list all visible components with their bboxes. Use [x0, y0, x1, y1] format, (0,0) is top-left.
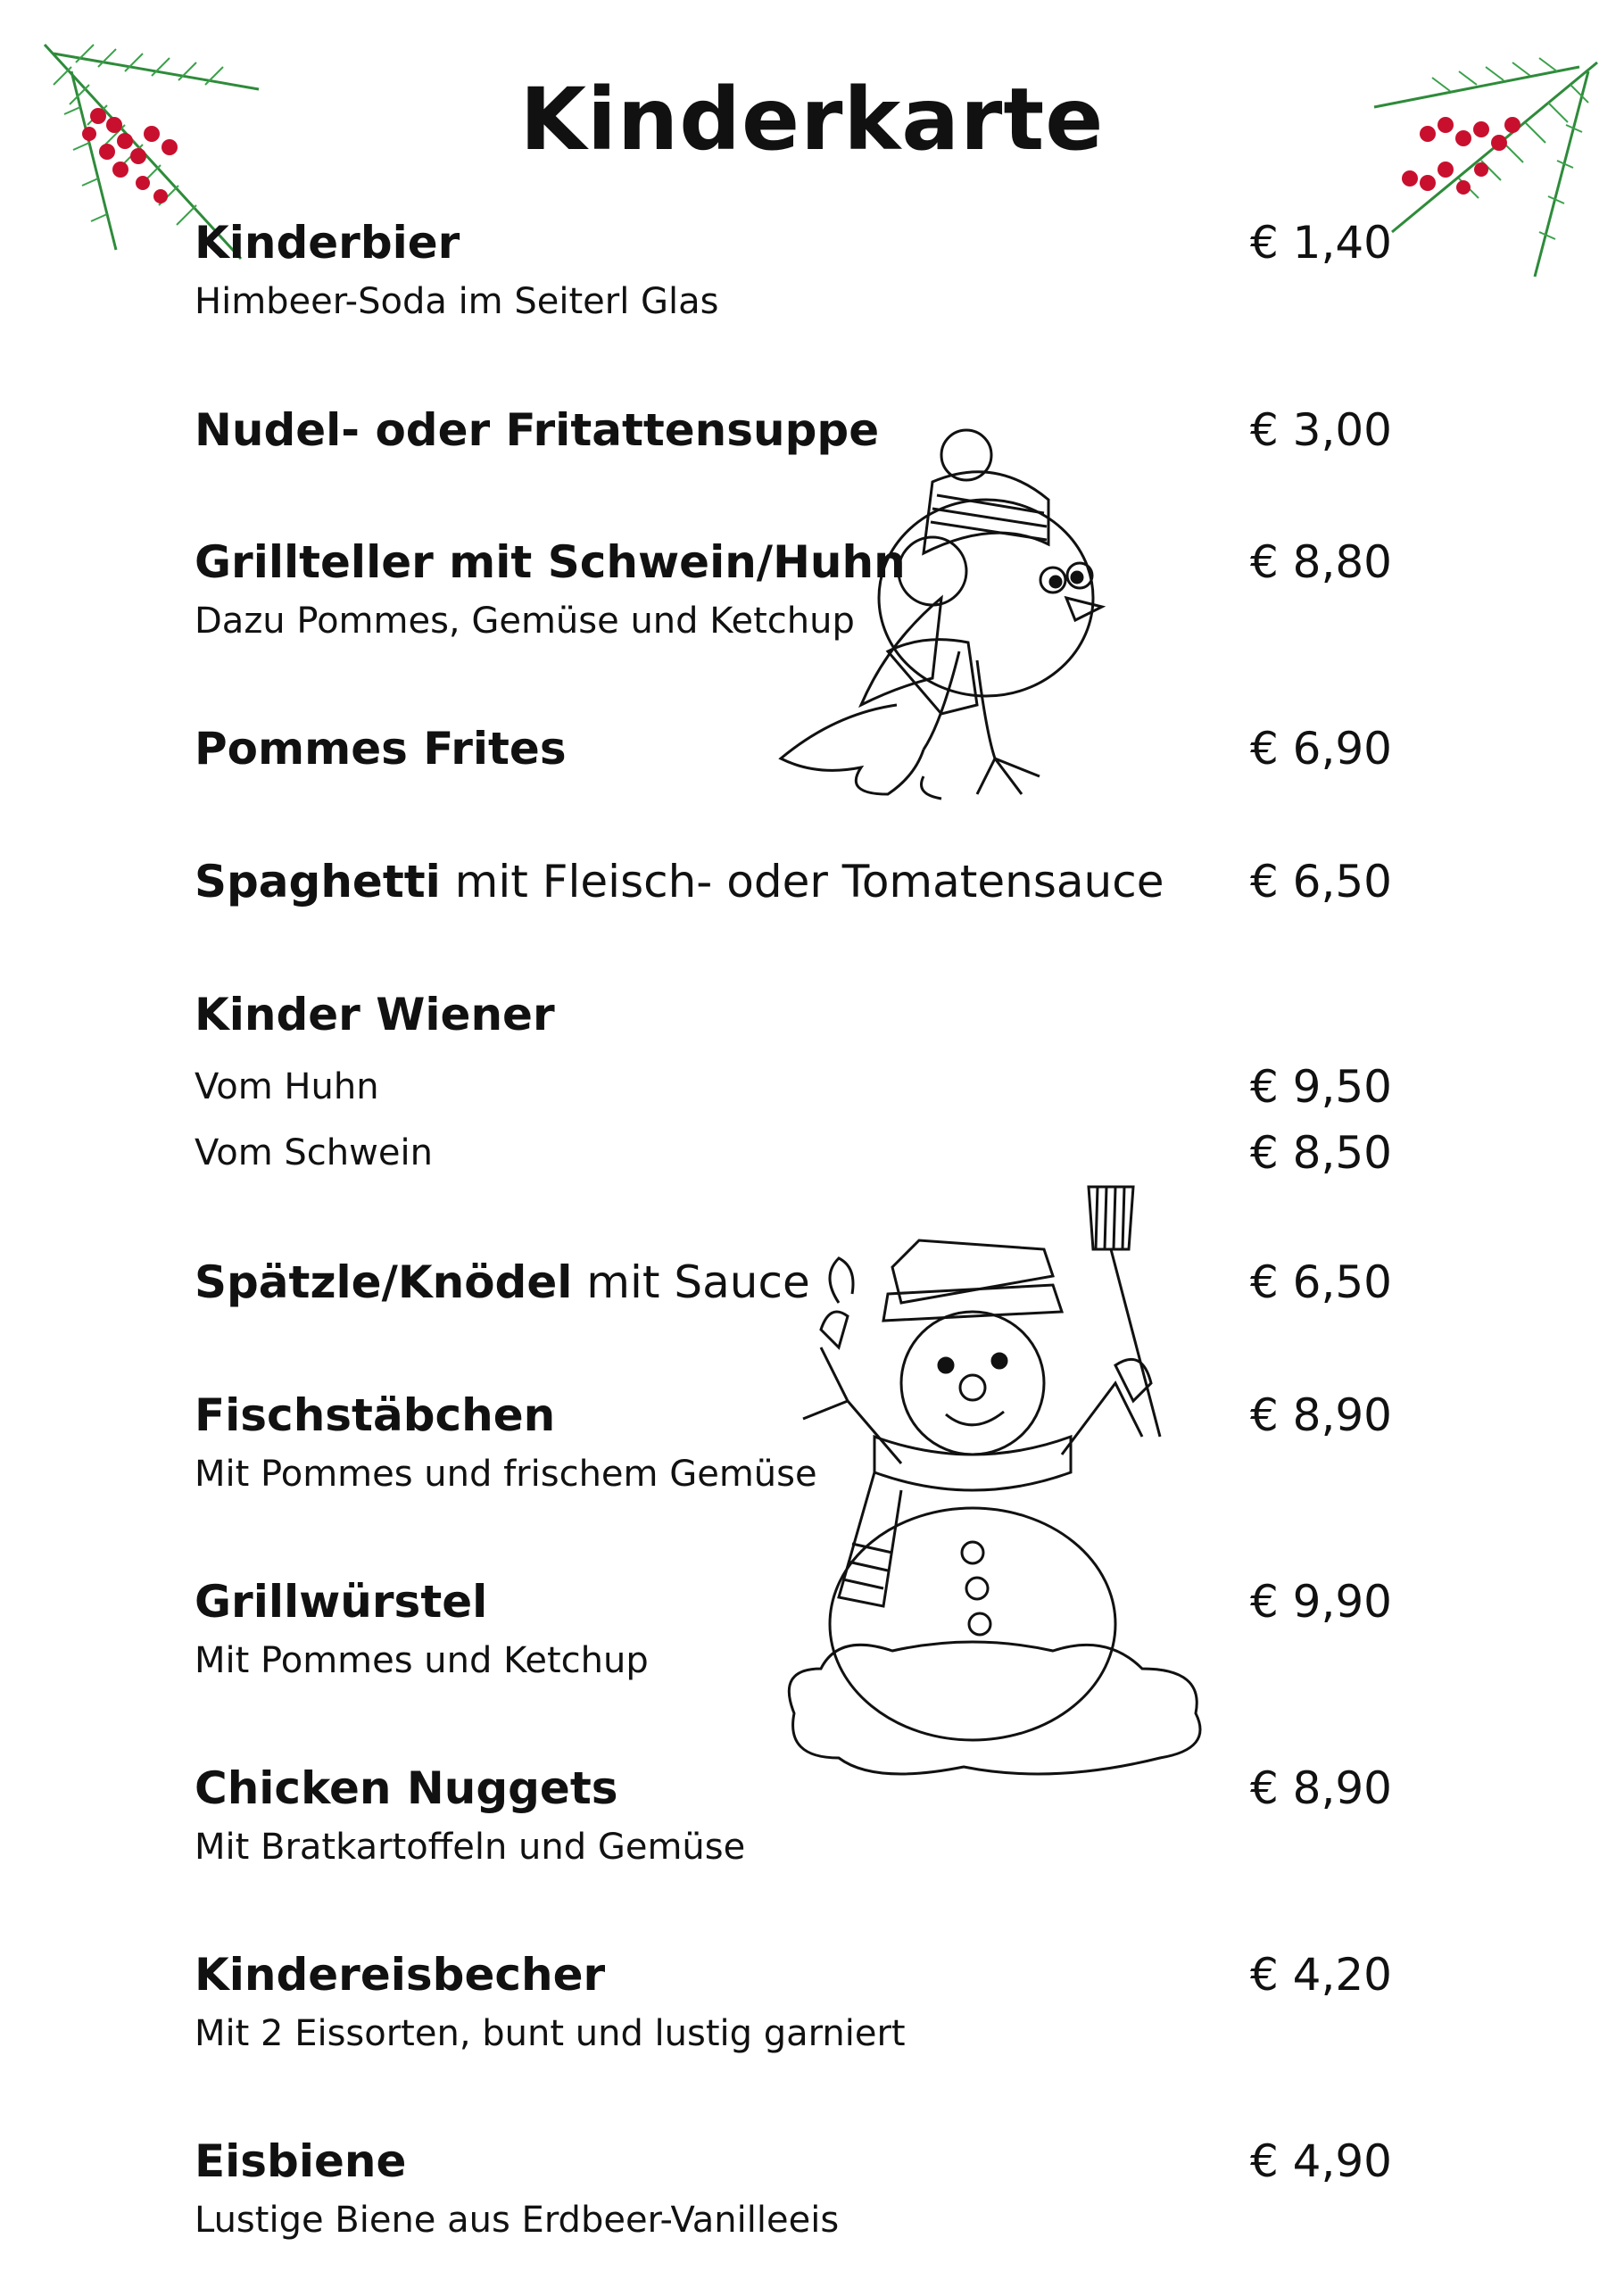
- item-name-bold: Spätzle/Knödel: [195, 1256, 573, 1308]
- item-desc: Mit 2 Eissorten, bunt und lustig garniert: [195, 2013, 906, 2054]
- item-desc: Mit Pommes und frischem Gemüse: [195, 1454, 817, 1495]
- option-price: € 8,50: [1249, 1127, 1392, 1179]
- option-price: € 9,50: [1249, 1061, 1392, 1113]
- item-price: € 8,90: [1249, 1389, 1392, 1441]
- item-name-rest: mit Sauce: [572, 1256, 810, 1308]
- menu-item-kinder-wiener: [195, 986, 1444, 1043]
- item-name-bold: Spaghetti: [195, 856, 441, 908]
- item-name: Grillwürstel: [195, 1576, 488, 1628]
- item-price: € 6,90: [1249, 723, 1392, 775]
- item-price: € 4,90: [1249, 2135, 1392, 2187]
- item-price: € 8,80: [1249, 536, 1392, 588]
- item-desc: Himbeer-Soda im Seiterl Glas: [195, 281, 719, 322]
- item-price: € 6,50: [1249, 1256, 1392, 1308]
- item-name: Kinderbier: [195, 217, 460, 269]
- item-desc: Mit Pommes und Ketchup: [195, 1640, 649, 1681]
- item-name: Pommes Frites: [195, 723, 567, 775]
- item-name: Kindereisbecher: [195, 1949, 606, 2001]
- item-name: Eisbiene: [195, 2135, 407, 2187]
- item-price: € 1,40: [1249, 217, 1392, 269]
- item-name: Kinder Wiener: [195, 989, 555, 1040]
- item-price: € 6,50: [1249, 856, 1392, 908]
- item-name: Chicken Nuggets: [195, 1762, 618, 1814]
- option-label: Vom Huhn: [195, 1066, 379, 1107]
- item-name: Grillteller mit Schwein/Huhn: [195, 536, 906, 588]
- item-name: Nudel- oder Fritattensuppe: [195, 404, 880, 456]
- item-name: Fischstäbchen: [195, 1389, 556, 1441]
- page-title: Kinderkarte: [519, 70, 1105, 170]
- item-price: € 3,00: [1249, 404, 1392, 456]
- item-price: € 8,90: [1249, 1762, 1392, 1814]
- item-price: € 9,90: [1249, 1576, 1392, 1628]
- option-label: Vom Schwein: [195, 1132, 433, 1173]
- item-desc: Mit Bratkartoffeln und Gemüse: [195, 1827, 746, 1868]
- item-desc: Dazu Pommes, Gemüse und Ketchup: [195, 601, 855, 642]
- item-desc: Lustige Biene aus Erdbeer-Vanilleeis: [195, 2200, 840, 2241]
- item-name-rest: mit Fleisch- oder Tomatensauce: [440, 856, 1164, 908]
- item-price: € 4,20: [1249, 1949, 1392, 2001]
